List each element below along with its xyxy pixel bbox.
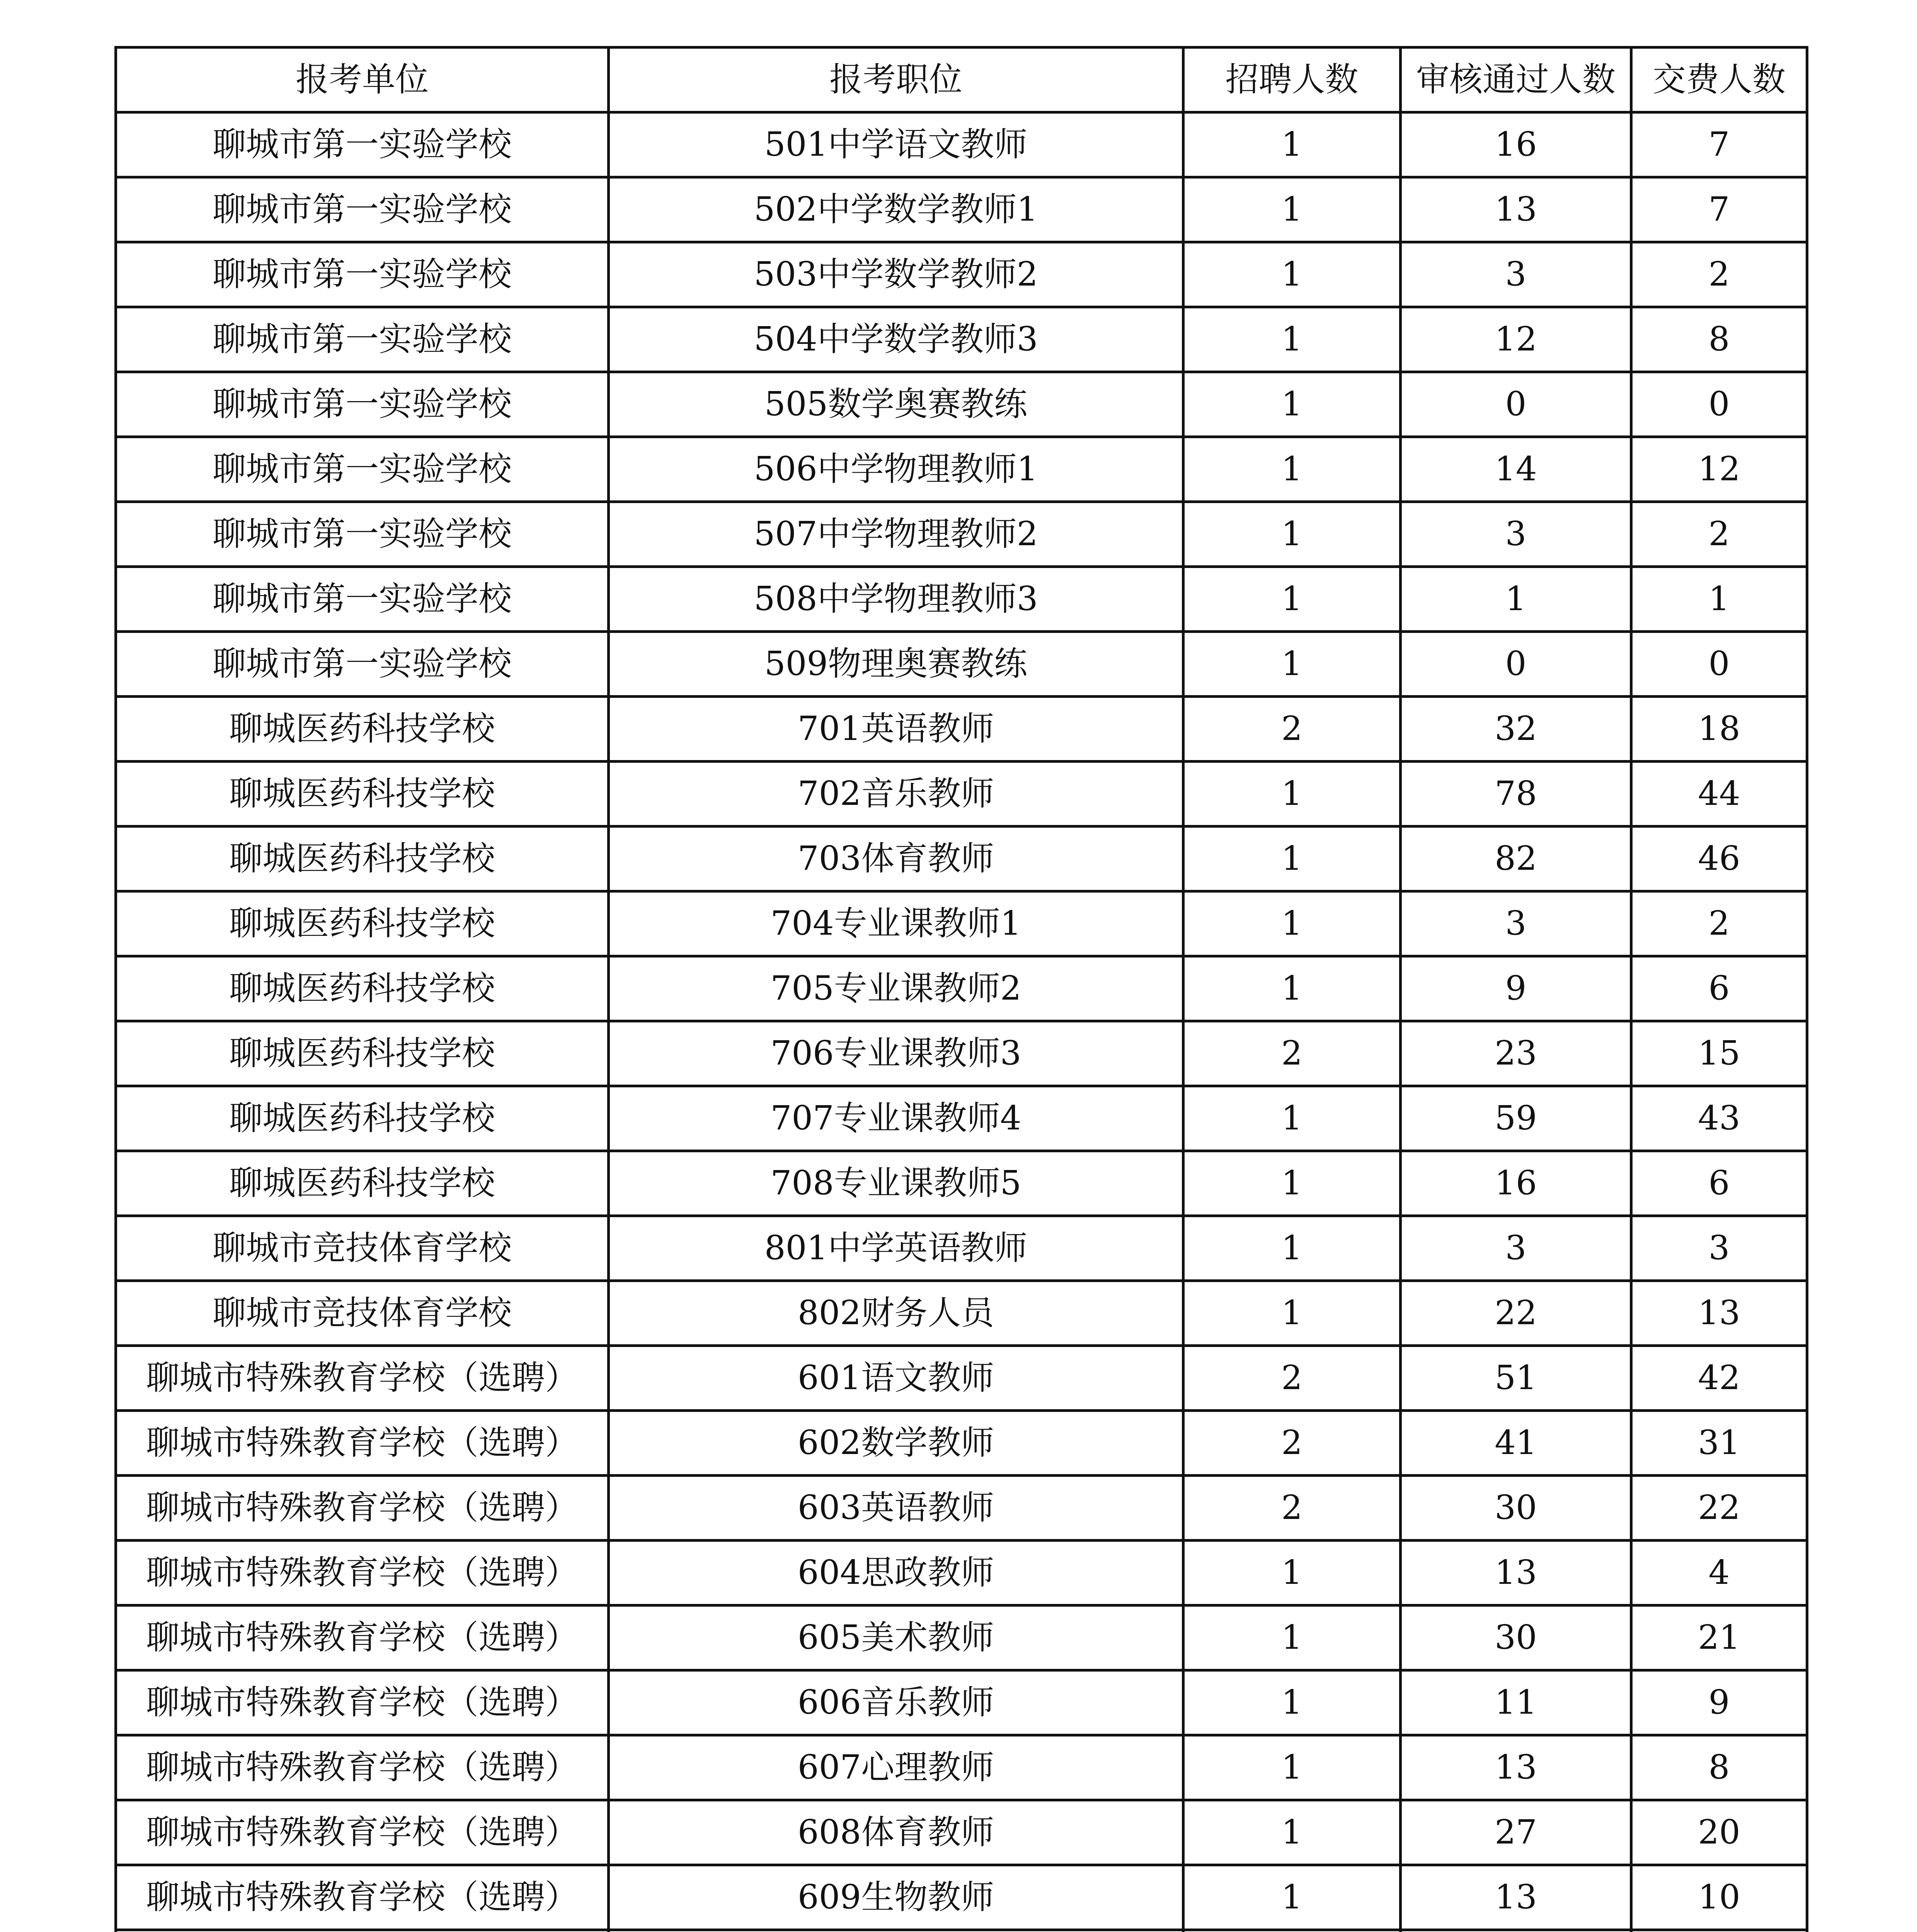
cell-unit: 聊城医药科技学校: [116, 1086, 609, 1151]
table-row: [116, 1281, 1807, 1346]
cell-paid: 12: [1631, 437, 1807, 502]
cell-paid: 22: [1631, 1476, 1807, 1541]
cell-paid: 9: [1631, 1670, 1807, 1735]
table-row: [116, 242, 1807, 307]
cell-unit: 聊城市第一实验学校: [116, 632, 609, 697]
cell-approved: 3: [1401, 502, 1631, 567]
table-row: [116, 1216, 1807, 1281]
cell-unit: 聊城市第一实验学校: [116, 242, 609, 307]
table-row: [116, 632, 1807, 697]
cell-paid: 46: [1631, 827, 1807, 891]
cell-quota: 1: [1183, 307, 1401, 372]
cell-paid: 4: [1631, 1541, 1807, 1605]
cell-quota: 1: [1183, 1735, 1401, 1800]
cell-position: 603英语教师: [609, 1476, 1183, 1541]
cell-position: 704专业课教师1: [609, 891, 1183, 956]
cell-quota: 1: [1183, 437, 1401, 502]
header-approved: 审核通过人数: [1401, 48, 1631, 112]
cell-paid: 6: [1631, 1151, 1807, 1216]
cell-approved: 32: [1401, 697, 1631, 762]
cell-position: 509物理奥赛教练: [609, 632, 1183, 697]
cell-approved: 3: [1401, 1216, 1631, 1281]
cell-quota: 1: [1183, 502, 1401, 567]
cell-unit: 聊城市特殊教育学校（选聘）: [116, 1605, 609, 1670]
table-row: [116, 1735, 1807, 1800]
cell-position: 702音乐教师: [609, 762, 1183, 827]
cell-unit: 聊城市第一实验学校: [116, 567, 609, 632]
cell-position: 703体育教师: [609, 827, 1183, 891]
table-row: [116, 1086, 1807, 1151]
cell-approved: 1: [1401, 567, 1631, 632]
registration-table: [114, 46, 1808, 1932]
cell-paid: 3: [1631, 1216, 1807, 1281]
cell-position: 505数学奥赛教练: [609, 372, 1183, 437]
cell-quota: 1: [1183, 1605, 1401, 1670]
cell-approved: 13: [1401, 177, 1631, 242]
cell-unit: 聊城市第一实验学校: [116, 307, 609, 372]
cell-approved: 82: [1401, 827, 1631, 891]
table-row: [116, 437, 1807, 502]
table-row: [116, 1541, 1807, 1605]
cell-position: 605美术教师: [609, 1605, 1183, 1670]
cell-unit: 聊城医药科技学校: [116, 762, 609, 827]
cell-position: 708专业课教师5: [609, 1151, 1183, 1216]
cell-quota: 1: [1183, 891, 1401, 956]
cell-quota: 1: [1183, 632, 1401, 697]
cell-position: 706专业课教师3: [609, 1021, 1183, 1086]
cell-approved: 0: [1401, 632, 1631, 697]
cell-paid: 2: [1631, 242, 1807, 307]
table-row: [116, 1346, 1807, 1411]
cell-paid: 6: [1631, 956, 1807, 1021]
cell-unit: 聊城市特殊教育学校（选聘）: [116, 1865, 609, 1930]
cell-paid: 7: [1631, 112, 1807, 177]
cell-quota: 1: [1183, 1541, 1401, 1605]
cell-position: 503中学数学教师2: [609, 242, 1183, 307]
table-row: [116, 177, 1807, 242]
cell-position: 502中学数学教师1: [609, 177, 1183, 242]
cell-unit: 聊城市特殊教育学校（选聘）: [116, 1800, 609, 1865]
cell-paid: 20: [1631, 1800, 1807, 1865]
cell-unit: 聊城市特殊教育学校（选聘）: [116, 1476, 609, 1541]
cell-approved: 23: [1401, 1021, 1631, 1086]
cell-unit: 聊城市特殊教育学校（选聘）: [116, 1411, 609, 1476]
cell-approved: 14: [1401, 437, 1631, 502]
cell-approved: 78: [1401, 762, 1631, 827]
cell-position: 609生物教师: [609, 1865, 1183, 1930]
cell-approved: 9: [1401, 956, 1631, 1021]
cell-position: 508中学物理教师3: [609, 567, 1183, 632]
table-row: [116, 112, 1807, 177]
cell-unit: 聊城医药科技学校: [116, 956, 609, 1021]
table-row: [116, 1476, 1807, 1541]
cell-quota: 1: [1183, 112, 1401, 177]
cell-quota: 1: [1183, 1151, 1401, 1216]
table-row: [116, 762, 1807, 827]
table-body: [116, 112, 1807, 1932]
cell-quota: [1183, 1930, 1401, 1932]
table-row: [116, 1605, 1807, 1670]
cell-position: 705专业课教师2: [609, 956, 1183, 1021]
cell-quota: 1: [1183, 956, 1401, 1021]
header-row: [116, 48, 1807, 112]
cell-position: 608体育教师: [609, 1800, 1183, 1865]
cell-position: 604思政教师: [609, 1541, 1183, 1605]
cell-quota: 1: [1183, 1281, 1401, 1346]
cell-quota: 1: [1183, 242, 1401, 307]
cell-approved: 3: [1401, 242, 1631, 307]
cell-paid: 1: [1631, 567, 1807, 632]
table-row: [116, 956, 1807, 1021]
cell-quota: 1: [1183, 1865, 1401, 1930]
table-row: [116, 1930, 1807, 1932]
cell-unit: 聊城市第一实验学校: [116, 112, 609, 177]
cell-unit: 聊城医药科技学校: [116, 827, 609, 891]
cell-position: 802财务人员: [609, 1281, 1183, 1346]
cell-unit: 聊城医药科技学校: [116, 697, 609, 762]
table-row: [116, 827, 1807, 891]
cell-approved: 27: [1401, 1800, 1631, 1865]
cell-quota: 1: [1183, 1670, 1401, 1735]
cell-paid: 0: [1631, 372, 1807, 437]
table-row: [116, 1865, 1807, 1930]
cell-unit: 聊城市第一实验学校: [116, 372, 609, 437]
cell-unit: 聊城市第一实验学校: [116, 502, 609, 567]
cell-position: 606音乐教师: [609, 1670, 1183, 1735]
cell-paid: 10: [1631, 1865, 1807, 1930]
cell-quota: 1: [1183, 372, 1401, 437]
cell-unit: 聊城市特殊教育学校（选聘）: [116, 1735, 609, 1800]
header-unit: 报考单位: [116, 48, 609, 112]
cell-paid: 8: [1631, 307, 1807, 372]
table-row: [116, 307, 1807, 372]
cell-position: 504中学数学教师3: [609, 307, 1183, 372]
cell-quota: 1: [1183, 1800, 1401, 1865]
cell-approved: 16: [1401, 112, 1631, 177]
cell-approved: 12: [1401, 307, 1631, 372]
cell-quota: 2: [1183, 697, 1401, 762]
cell-paid: 42: [1631, 1346, 1807, 1411]
cell-quota: 1: [1183, 1086, 1401, 1151]
cell-approved: 13: [1401, 1735, 1631, 1800]
table-row: [116, 567, 1807, 632]
cell-position: 507中学物理教师2: [609, 502, 1183, 567]
cell-position: 607心理教师: [609, 1735, 1183, 1800]
cell-unit: 聊城市特殊教育学校（选聘）: [116, 1541, 609, 1605]
cell-paid: 18: [1631, 697, 1807, 762]
table-row: [116, 1800, 1807, 1865]
cell-unit: 聊城市第一实验学校: [116, 437, 609, 502]
cell-approved: 41: [1401, 1411, 1631, 1476]
table-row: [116, 697, 1807, 762]
cell-quota: 2: [1183, 1476, 1401, 1541]
cell-approved: 13: [1401, 1541, 1631, 1605]
cell-approved: 30: [1401, 1476, 1631, 1541]
cell-paid: 31: [1631, 1411, 1807, 1476]
cell-quota: 2: [1183, 1346, 1401, 1411]
cell-paid: 2: [1631, 891, 1807, 956]
cell-quota: 1: [1183, 567, 1401, 632]
cell-unit: [116, 1930, 609, 1932]
header-paid: 交费人数: [1631, 48, 1807, 112]
header-position: 报考职位: [609, 48, 1183, 112]
cell-unit: 聊城医药科技学校: [116, 891, 609, 956]
cell-approved: 13: [1401, 1865, 1631, 1930]
cell-approved: 51: [1401, 1346, 1631, 1411]
cell-paid: 44: [1631, 762, 1807, 827]
table-row: [116, 1411, 1807, 1476]
cell-approved: [1401, 1930, 1631, 1932]
cell-unit: 聊城医药科技学校: [116, 1151, 609, 1216]
cell-position: 506中学物理教师1: [609, 437, 1183, 502]
table-row: [116, 372, 1807, 437]
cell-unit: 聊城医药科技学校: [116, 1021, 609, 1086]
cell-quota: 2: [1183, 1411, 1401, 1476]
cell-paid: 2: [1631, 502, 1807, 567]
cell-paid: 15: [1631, 1021, 1807, 1086]
cell-position: 601语文教师: [609, 1346, 1183, 1411]
cell-quota: 1: [1183, 827, 1401, 891]
cell-quota: 1: [1183, 177, 1401, 242]
cell-approved: 0: [1401, 372, 1631, 437]
table-row: [116, 1670, 1807, 1735]
cell-quota: 1: [1183, 762, 1401, 827]
cell-position: 701英语教师: [609, 697, 1183, 762]
cell-unit: 聊城市特殊教育学校（选聘）: [116, 1346, 609, 1411]
cell-paid: 13: [1631, 1281, 1807, 1346]
cell-approved: 11: [1401, 1670, 1631, 1735]
table-row: [116, 1151, 1807, 1216]
cell-position: 707专业课教师4: [609, 1086, 1183, 1151]
cell-paid: 43: [1631, 1086, 1807, 1151]
cell-position: 602数学教师: [609, 1411, 1183, 1476]
cell-position: 501中学语文教师: [609, 112, 1183, 177]
cell-unit: 聊城市竞技体育学校: [116, 1281, 609, 1346]
table-row: [116, 1021, 1807, 1086]
cell-paid: 0: [1631, 632, 1807, 697]
cell-approved: 59: [1401, 1086, 1631, 1151]
cell-position: [609, 1930, 1183, 1932]
cell-approved: 30: [1401, 1605, 1631, 1670]
cell-approved: 3: [1401, 891, 1631, 956]
table-row: [116, 891, 1807, 956]
header-quota: 招聘人数: [1183, 48, 1401, 112]
table-row: [116, 502, 1807, 567]
cell-unit: 聊城市竞技体育学校: [116, 1216, 609, 1281]
cell-unit: 聊城市第一实验学校: [116, 177, 609, 242]
cell-quota: 2: [1183, 1021, 1401, 1086]
cell-position: 801中学英语教师: [609, 1216, 1183, 1281]
cell-unit: 聊城市特殊教育学校（选聘）: [116, 1670, 609, 1735]
cell-paid: 8: [1631, 1735, 1807, 1800]
cell-quota: 1: [1183, 1216, 1401, 1281]
cell-approved: 22: [1401, 1281, 1631, 1346]
cell-paid: 21: [1631, 1605, 1807, 1670]
cell-paid: [1631, 1930, 1807, 1932]
cell-approved: 16: [1401, 1151, 1631, 1216]
cell-paid: 7: [1631, 177, 1807, 242]
